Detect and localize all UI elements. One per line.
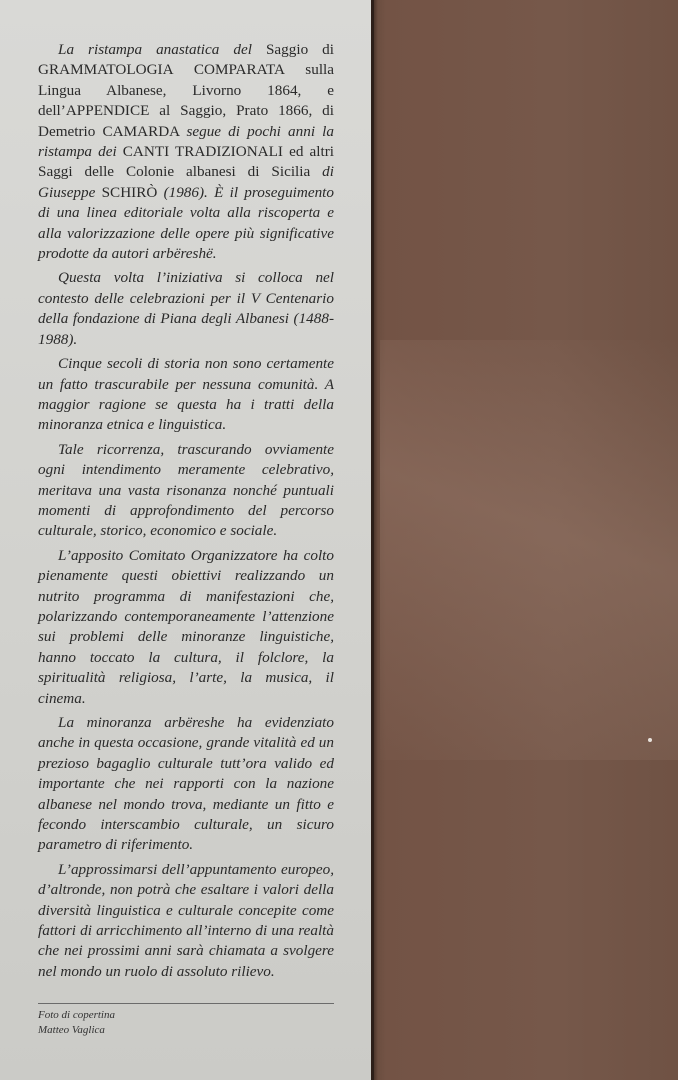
text-run: segue di pochi anni la ristampa dei [38,122,334,161]
body-text [38,40,334,986]
text-run: L’approssimarsi dell’appuntamento europeo, d’altronde, non potrà che esaltare i valori della diversità linguistica e culturale concepite come fattori di arricchimento all’interno di una realtà che nei prossimi anni sarà chiamata a svolgere nel mondo un ruolo di assoluto rilievo. [38,860,334,980]
paragraph [38,440,334,542]
text-run: Cinque secoli di storia non sono certamente un fatto trascurabile per nessuna comunità. A maggior ragione se questa ha i tratti della minoranza etnica e linguistica. [38,355,334,434]
text-run: La minoranza arbëreshe ha evidenziato anche in questa occasione, grande vitalità ed un prezioso bagaglio culturale tutt’ora valido ed importante che nei rapporti con la nazione albanese nel mondo trova, mediante un fitto e fecondo interscambio culturale, un sicuro parametro di riferimento. [38,714,334,854]
paragraph [38,546,334,709]
paragraph [38,354,334,436]
text-run: Questa volta l’iniziativa si colloca nel contesto delle celebrazioni per il V Centenario della fondazione di Piana degli Albanesi (1488-1988). [38,269,334,348]
text-run: L’apposito Comitato Organizzatore ha colto pienamente questi obiettivi realizzando un nutrito programma di manifestazioni che, polarizzando contemporaneamente l’attenzione sui problemi delle minoranze linguistiche, hanno toccato la cultura, il folclore, la spiritualità religiosa, l’arte, la musica, il cinema. [38,546,334,707]
footer-rule [38,1003,334,1004]
credit-line-1: Foto di copertina [38,1009,115,1021]
text-run: (1986). È il proseguimento di una linea editoriale volta alla riscoperta e alla valorizzazione delle opere più significative prodotte da autori arbëreshë. [38,183,334,263]
text-run: di Giuseppe [38,163,334,201]
credit-line-2: Matteo Vaglica [38,1024,105,1036]
cover-speck [648,738,652,742]
paragraph [38,268,334,350]
cover-glare [380,340,678,760]
text-run: Tale ricorrenza, trascurando ovviamente ogni intendimento meramente celebrativo, meritava una vasta risonanza nonché puntuali momenti di approfondimento del percorso culturale, storico, economico e sociale. [38,440,334,540]
paragraph [38,40,334,264]
paragraph [38,713,334,856]
text-run: SCHIRÒ [95,183,164,201]
text-run: CANTI TRADIZIONALI ed altri Saggi delle Colonie albanesi di Sicilia [38,143,334,181]
text-run: La ristampa anastatica del [58,41,252,58]
text-run: Saggio di GRAMMATOLOGIA COMPARATA sulla Lingua Albanese, Livorno 1864, e dell’APPENDICE al Saggio, Prato 1866, di Demetrio CAMARDA [38,41,334,140]
paragraph [38,860,334,982]
cover-edge [371,0,374,1080]
photo-credit [38,1008,115,1038]
